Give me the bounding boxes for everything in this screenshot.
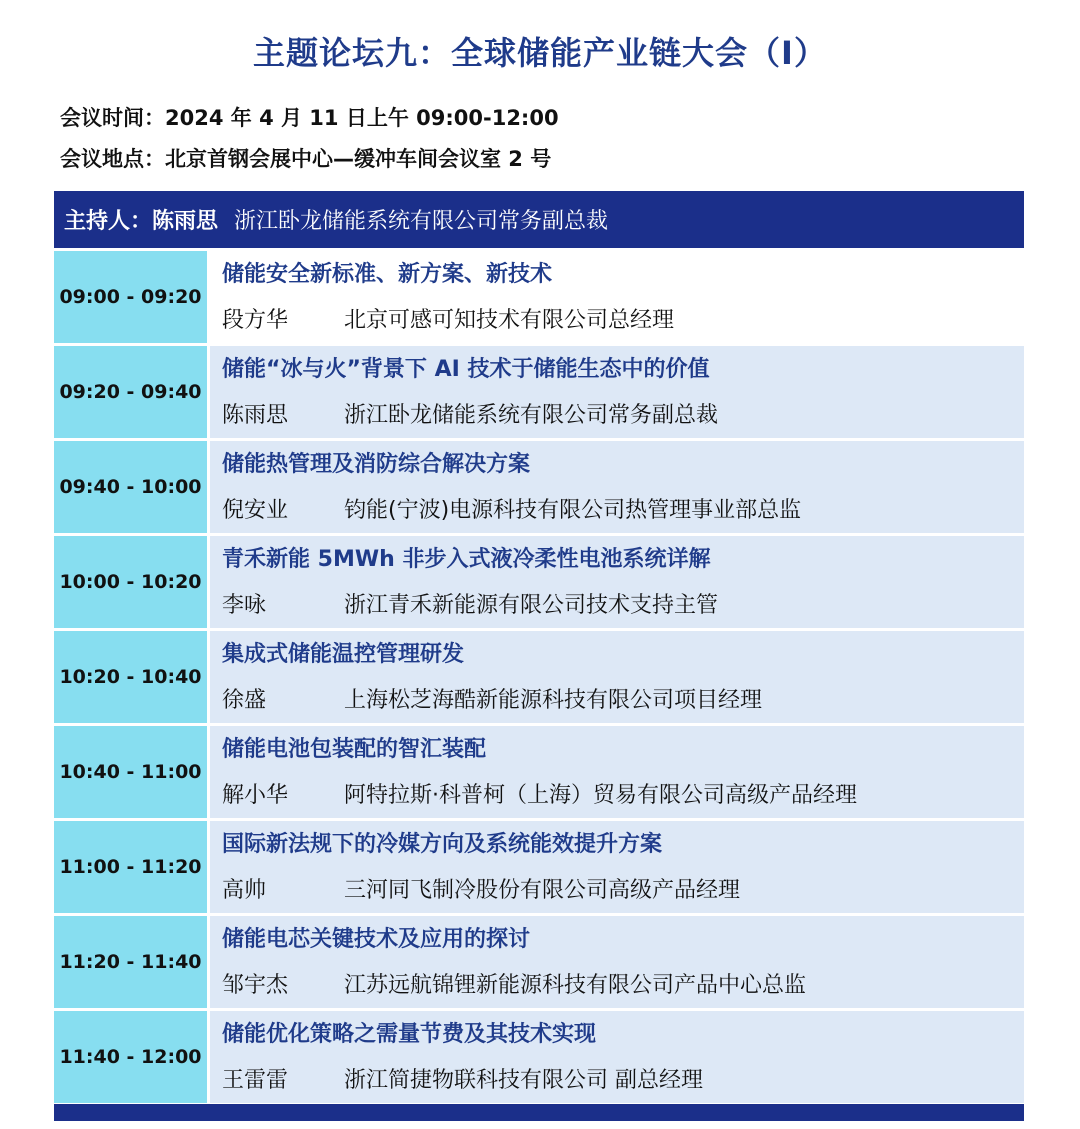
session-topic: 集成式储能温控管理研发	[222, 642, 465, 667]
session-list	[54, 248, 1024, 1106]
bottom-bar	[54, 1104, 1024, 1121]
speaker-affiliation: 浙江青禾新能源有限公司技术支持主管	[344, 593, 719, 618]
meeting-time	[60, 102, 559, 132]
session-row	[54, 536, 1024, 631]
session-row	[54, 441, 1024, 536]
session-time: 11:00 - 11:20	[54, 821, 207, 916]
session-row	[54, 726, 1024, 821]
session-speaker	[222, 873, 740, 904]
session-topic: 储能电池包装配的智汇装配	[222, 737, 487, 762]
session-content	[210, 821, 1024, 916]
speaker-name: 李咏	[222, 593, 267, 618]
speaker-affiliation: 北京可感可知技术有限公司总经理	[344, 308, 675, 333]
host-label: 主持人：	[64, 209, 153, 234]
speaker-affiliation: 浙江简捷物联科技有限公司 副总经理	[344, 1068, 703, 1093]
meeting-place	[60, 143, 551, 173]
meeting-time-value: 2024 年 4 月 11 日上午 09:00-12:00	[165, 106, 559, 130]
session-time: 10:00 - 10:20	[54, 536, 207, 631]
session-content	[210, 631, 1024, 726]
meeting-place-value: 北京首钢会展中心—缓冲车间会议室 2 号	[165, 147, 552, 171]
session-row	[54, 346, 1024, 441]
session-content	[210, 441, 1024, 536]
meeting-place-label: 会议地点：	[60, 147, 165, 171]
session-time: 09:00 - 09:20	[54, 251, 207, 346]
session-row	[54, 1011, 1024, 1106]
session-topic: 储能优化策略之需量节费及其技术实现	[222, 1022, 597, 1047]
session-speaker	[222, 968, 806, 999]
session-topic: 储能热管理及消防综合解决方案	[222, 452, 531, 477]
speaker-name: 倪安业	[222, 498, 289, 523]
session-time: 09:20 - 09:40	[54, 346, 207, 441]
session-time: 09:40 - 10:00	[54, 441, 207, 536]
speaker-affiliation: 阿特拉斯·科普柯（上海）贸易有限公司高级产品经理	[344, 783, 857, 808]
session-row	[54, 631, 1024, 726]
speaker-affiliation: 上海松芝海酷新能源科技有限公司项目经理	[344, 688, 763, 713]
speaker-name: 段方华	[222, 308, 289, 333]
session-speaker	[222, 778, 857, 809]
session-row	[54, 251, 1024, 346]
session-time: 11:20 - 11:40	[54, 916, 207, 1011]
page-title: 主题论坛九：全球储能产业链大会（I）	[253, 34, 827, 72]
speaker-affiliation: 钧能(宁波)电源科技有限公司热管理事业部总监	[344, 498, 802, 523]
speaker-affiliation: 江苏远航锦锂新能源科技有限公司产品中心总监	[344, 973, 807, 998]
session-content	[210, 536, 1024, 631]
host-bar	[54, 191, 1024, 248]
session-content	[210, 346, 1024, 441]
speaker-name: 解小华	[222, 783, 289, 808]
session-speaker	[222, 398, 718, 429]
agenda-table	[54, 191, 1024, 1106]
session-speaker	[222, 493, 801, 524]
speaker-name: 徐盛	[222, 688, 267, 713]
session-content	[210, 251, 1024, 346]
speaker-name: 邹宇杰	[222, 973, 289, 998]
speaker-name: 高帅	[222, 878, 267, 903]
session-topic: 储能电芯关键技术及应用的探讨	[222, 927, 531, 952]
speaker-affiliation: 浙江卧龙储能系统有限公司常务副总裁	[344, 403, 719, 428]
session-row	[54, 916, 1024, 1011]
speaker-name: 王雷雷	[222, 1068, 289, 1093]
session-speaker	[222, 303, 674, 334]
session-content	[210, 916, 1024, 1011]
session-topic: 储能安全新标准、新方案、新技术	[222, 262, 553, 287]
session-topic: 青禾新能 5MWh 非步入式液冷柔性电池系统详解	[222, 547, 711, 572]
session-content	[210, 1011, 1024, 1106]
host-title: 浙江卧龙储能系统有限公司常务副总裁	[234, 209, 609, 234]
meeting-time-label: 会议时间：	[60, 106, 165, 130]
session-time: 10:40 - 11:00	[54, 726, 207, 821]
session-speaker	[222, 588, 718, 619]
session-speaker	[222, 1063, 703, 1094]
session-time: 10:20 - 10:40	[54, 631, 207, 726]
speaker-affiliation: 三河同飞制冷股份有限公司高级产品经理	[344, 878, 741, 903]
speaker-name: 陈雨思	[222, 403, 289, 428]
session-topic: 国际新法规下的冷媒方向及系统能效提升方案	[222, 832, 663, 857]
session-row	[54, 821, 1024, 916]
session-time: 11:40 - 12:00	[54, 1011, 207, 1106]
session-speaker	[222, 683, 762, 714]
host-name: 陈雨思	[152, 209, 219, 234]
session-topic: 储能“冰与火”背景下 AI 技术于储能生态中的价值	[222, 357, 710, 382]
session-content	[210, 726, 1024, 821]
